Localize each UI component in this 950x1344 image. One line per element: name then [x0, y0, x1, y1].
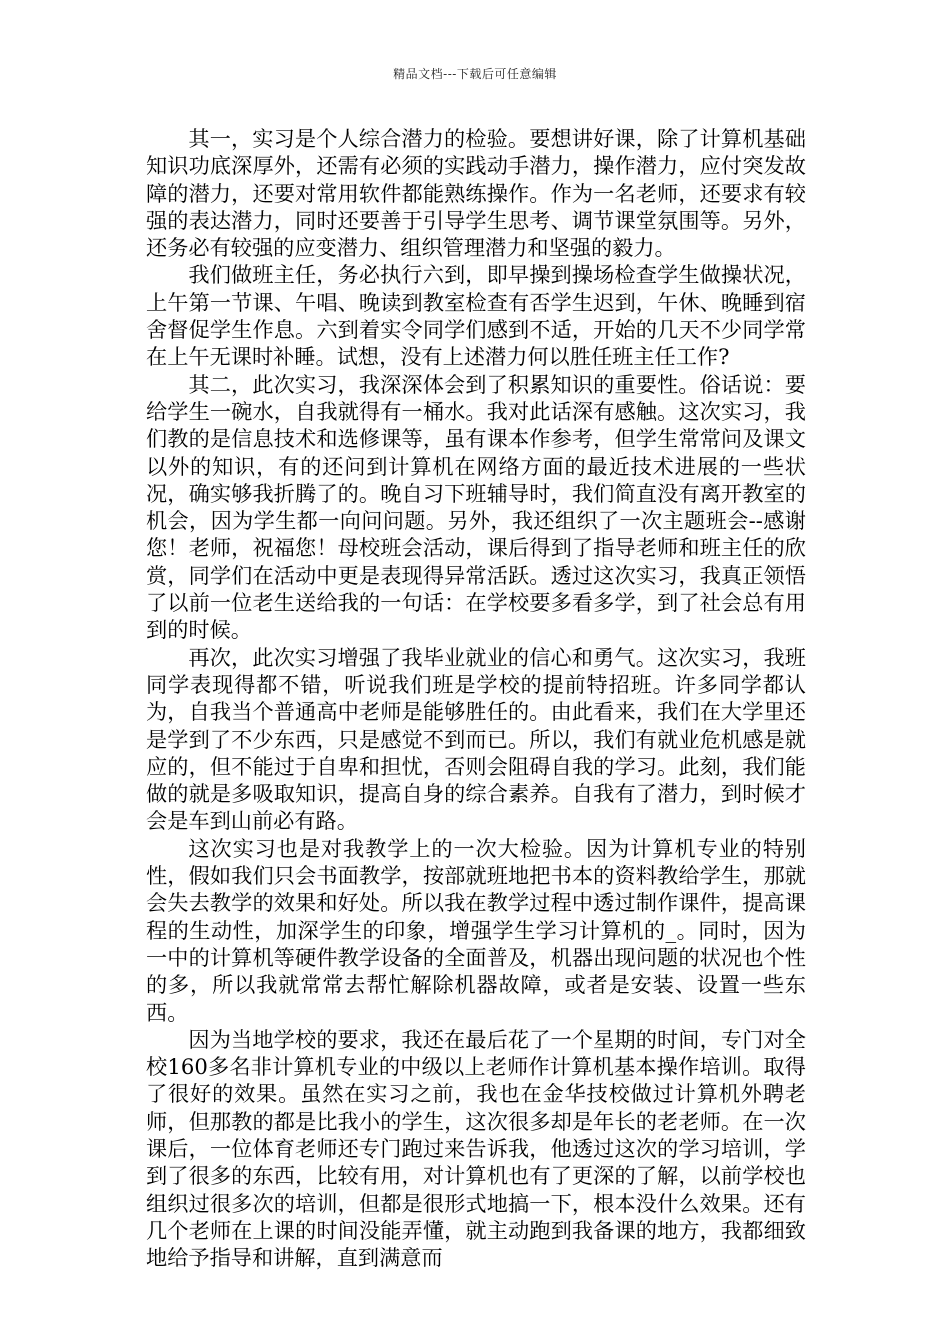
paragraph-2: 我们做班主任，务必执行六到，即早操到操场检查学生做操状况，上午第一节课、午唱、晚读到教室检查有否学生迟到，午休、晚睡到宿舍督促学生作息。六到着实令同学们感到不适，开始的几天不少同学常在上午无课时补睡。试想，没有上述潜力何以胜任班主任工作? — [146, 262, 806, 370]
paragraph-3: 其二，此次实习，我深深体会到了积累知识的重要性。俗话说：要给学生一碗水，自我就得有一桶水。我对此话深有感触。这次实习，我们教的是信息技术和选修课等，虽有课本作参考，但学生常常问及课文以外的知识，有的还问到计算机在网络方面的最近技术进展的一些状况，确实够我折腾了的。晚自习下班辅导时，我们简直没有离开教室的机会，因为学生都一向问问题。另外，我还组织了一次主题班会--感谢您！老师，祝福您！母校班会活动，课后得到了指导老师和班主任的欣赏，同学们在活动中更是表现得异常活跃。透过这次实习，我真正领悟了以前一位老生送给我的一句话：在学校要多看多学，到了社会总有用到的时候。 — [146, 371, 806, 643]
paragraph-6: 因为当地学校的要求，我还在最后花了一个星期的时间，专门对全校160多名非计算机专业的中级以上老师作计算机基本操作培训。取得了很好的效果。虽然在实习之前，我也在金华技校做过计算机外聘老师，但那教的都是比我小的学生，这次很多却是年长的老老师。在一次课后，一位体育老师还专门跑过来告诉我，他透过这次的学习培训，学到了很多的东西，比较有用，对计算机也有了更深的了解，以前学校也组织过很多次的培训，但都是很形式地搞一下，根本没什么效果。还有几个老师在上课的时间没能弄懂，就主动跑到我备课的地方，我都细致地给予指导和讲解，直到满意而 — [146, 1026, 806, 1271]
paragraph-1: 其一，实习是个人综合潜力的检验。要想讲好课，除了计算机基础知识功底深厚外，还需有必须的实践动手潜力，操作潜力，应付突发故障的潜力，还要对常用软件都能熟练操作。作为一名老师，还要求有较强的表达潜力，同时还要善于引导学生思考、调节课堂氛围等。另外，还务必有较强的应变潜力、组织管理潜力和坚强的毅力。 — [146, 126, 806, 261]
page-header: 精品文档---下载后可任意编辑 — [393, 67, 557, 81]
paragraph-4: 再次，此次实习增强了我毕业就业的信心和勇气。这次实习，我班同学表现得都不错，听说我们班是学校的提前特招班。许多同学都认为，自我当个普通高中老师是能够胜任的。由此看来，我们在大学里还是学到了不少东西，只是感觉不到而已。所以，我们有就业危机感是就应的，但不能过于自卑和担忧，否则会阻碍自我的学习。此刻，我们能做的就是多吸取知识，提高自身的综合素养。自我有了潜力，到时候才会是车到山前必有路。 — [146, 644, 806, 834]
document-body — [146, 125, 806, 1271]
paragraph-5: 这次实习也是对我教学上的一次大检验。因为计算机专业的特别性，假如我们只会书面教学，按部就班地把书本的资料教给学生，那就会失去教学的效果和好处。所以我在教学过程中透过制作课件，提高课程的生动性，加深学生的印象，增强学生学习计算机的_。同时，因为一中的计算机等硬件教学设备的全面普及，机器出现问题的状况也个性的多，所以我就常常去帮忙解除机器故障，或者是安装、设置一些东西。 — [146, 835, 806, 1025]
